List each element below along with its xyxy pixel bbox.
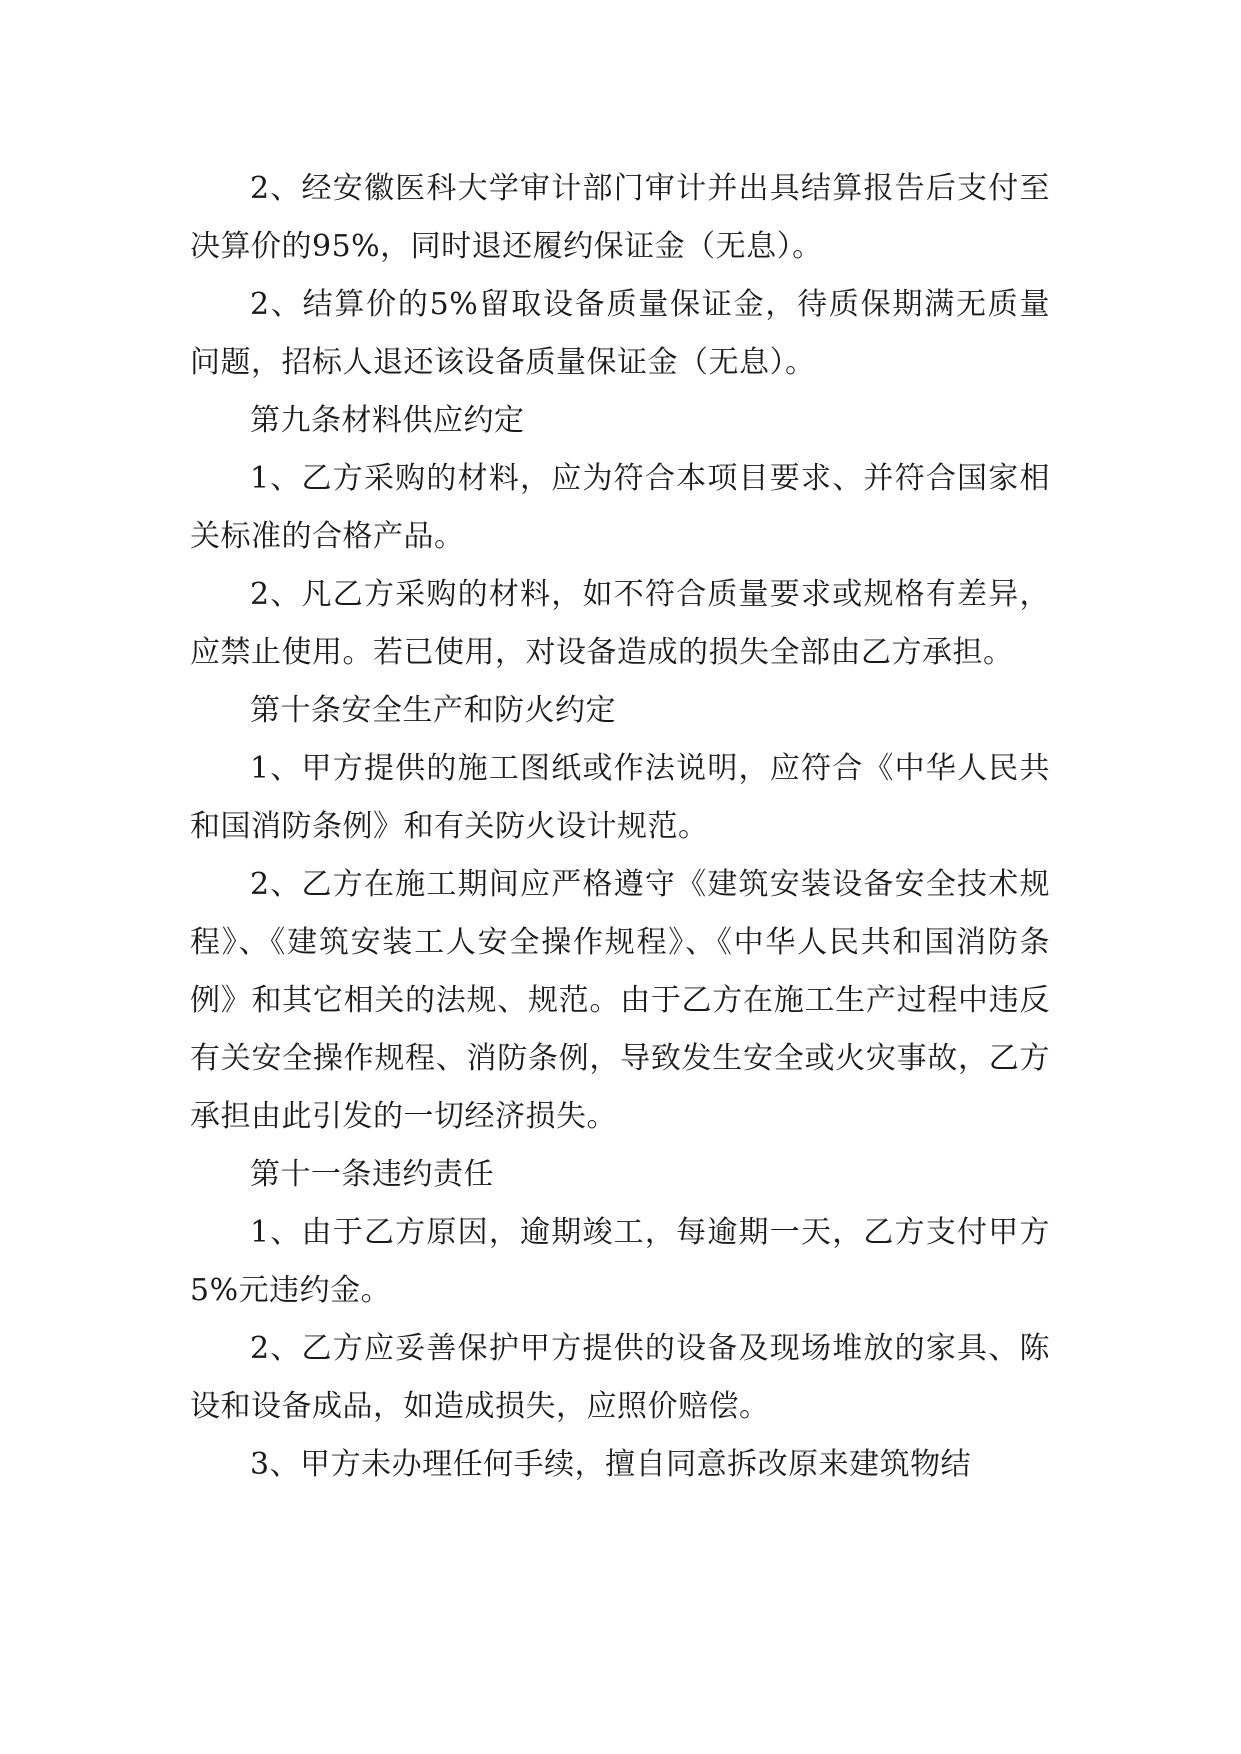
heading-article-11: 第十一条违约责任 bbox=[250, 1157, 494, 1192]
heading-article-10: 第十条安全生产和防火约定 bbox=[250, 693, 616, 728]
paragraph-protection-duty: 2、乙方应妥善保护甲方提供的设备及现场堆放的家具、陈设和设备成品，如造成损失，应照价赔偿。 bbox=[190, 1331, 1050, 1424]
paragraph-material-standard: 1、乙方采购的材料，应为符合本项目要求、并符合国家相关标准的合格产品。 bbox=[190, 461, 1050, 554]
heading-article-9: 第九条材料供应约定 bbox=[250, 403, 525, 438]
document-body bbox=[190, 160, 1050, 1494]
paragraph-delay-penalty: 1、由于乙方原因，逾期竣工，每逾期一天，乙方支付甲方5%元违约金。 bbox=[190, 1215, 1050, 1308]
paragraph-quality-deposit: 2、结算价的5%留取设备质量保证金，待质保期满无质量问题，招标人退还该设备质量保证金（无息）。 bbox=[190, 287, 1050, 380]
paragraph-safety-rules: 2、乙方在施工期间应严格遵守《建筑安装设备安全技术规程》、《建筑安装工人安全操作规程》、《中华人民共和国消防条例》和其它相关的法规、规范。由于乙方在施工生产过程中违反有关安全操作规程、消防条例，导致发生安全或火灾事故，乙方承担由此引发的一切经济损失。 bbox=[190, 867, 1050, 1134]
paragraph-settlement-payment: 2、经安徽医科大学审计部门审计并出具结算报告后支付至决算价的95%，同时退还履约保证金（无息）。 bbox=[190, 171, 1050, 264]
paragraph-fire-design: 1、甲方提供的施工图纸或作法说明，应符合《中华人民共和国消防条例》和有关防火设计规范。 bbox=[190, 751, 1050, 844]
paragraph-unauthorized-changes: 3、甲方未办理任何手续，擅自同意拆改原来建筑物结 bbox=[250, 1447, 972, 1482]
paragraph-material-defect: 2、凡乙方采购的材料，如不符合质量要求或规格有差异，应禁止使用。若已使用，对设备造成的损失全部由乙方承担。 bbox=[190, 577, 1050, 670]
